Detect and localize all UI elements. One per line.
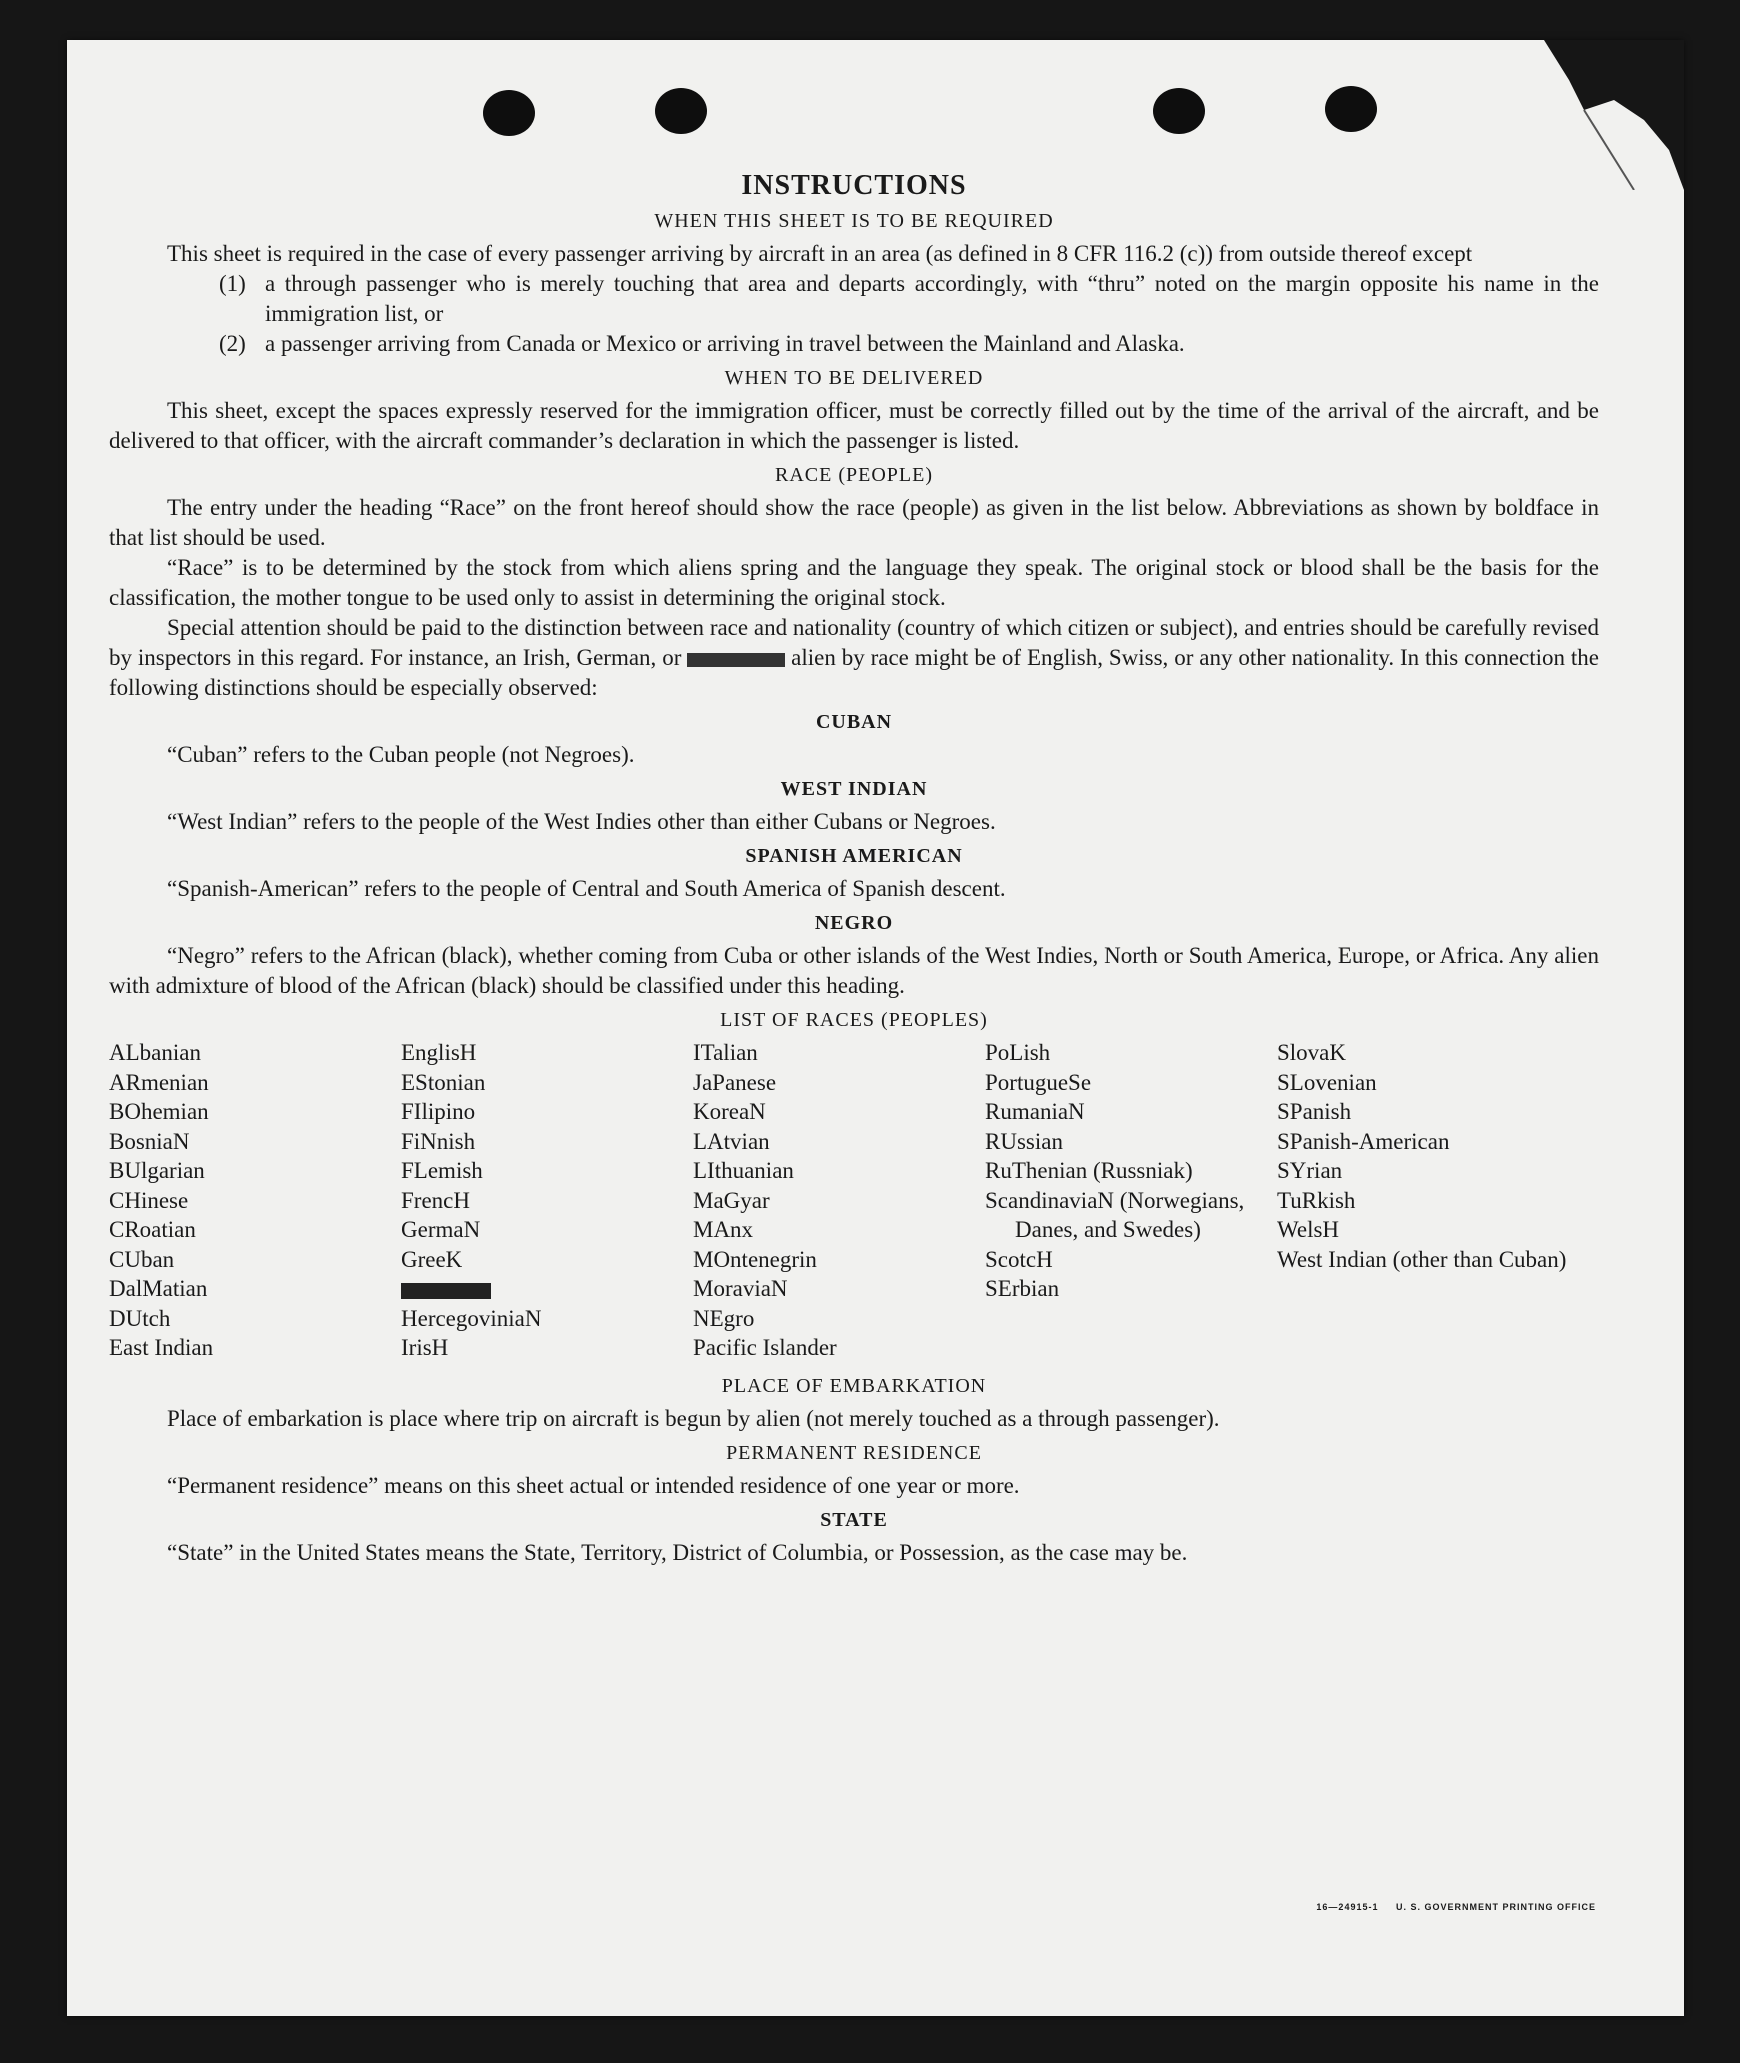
- document-sheet: [67, 40, 1684, 2016]
- heading-cuban: CUBAN: [815, 711, 893, 733]
- race-entry: SlovaK: [1277, 1040, 1346, 1065]
- page-title: INSTRUCTIONS: [741, 170, 967, 201]
- heading-spanish-american: SPANISH AMERICAN: [745, 845, 963, 867]
- race-entry: KoreaN: [693, 1099, 766, 1124]
- exception-text: a passenger arriving from Canada or Mexico or arriving in travel between the Mainland and Alaska.: [265, 331, 1185, 356]
- negro-text: “Negro” refers to the African (black), whether coming from Cuba or other islands of the West Indies, North or South America, Europe, or Africa. Any alien with admixture of blood of the African (black) should be classified under this heading.: [109, 943, 1599, 998]
- heading-when-required: WHEN THIS SHEET IS TO BE REQUIRED: [654, 210, 1054, 232]
- races-column-4: [985, 1038, 1277, 1363]
- race-paragraph-2: “Race” is to be determined by the stock from which aliens spring and the language they speak. The original stock or blood shall be the basis for the classification, the mother tongue to be used only to assist in determining the original stock.: [109, 555, 1599, 610]
- race-entry: CRoatian: [109, 1217, 196, 1242]
- race-entry: CUban: [109, 1246, 175, 1272]
- race-entry: MOntenegrin: [693, 1246, 817, 1272]
- race-entry: SPanish: [1277, 1099, 1352, 1124]
- race-entry: SPanish-American: [1277, 1128, 1450, 1154]
- state-text: “State” in the United States means the State, Territory, District of Columbia, or Possession, as the case may be.: [167, 1539, 1188, 1565]
- race-entry: ScandinaviaN (Norwegians, Danes, and Swedes): [985, 1187, 1245, 1242]
- race-entry: MaGyar: [693, 1187, 770, 1213]
- race-entry: PoLish: [985, 1040, 1051, 1065]
- race-entry: EStonian: [401, 1069, 486, 1095]
- heading-when-delivered: WHEN TO BE DELIVERED: [724, 367, 984, 389]
- race-entry: ITalian: [693, 1040, 758, 1065]
- race-entry: Pacific Islander: [693, 1335, 837, 1360]
- heading-list-of-races: LIST OF RACES (PEOPLES): [720, 1009, 988, 1031]
- race-entry: DUtch: [109, 1305, 171, 1331]
- exception-text: a through passenger who is merely touching that area and departs accordingly, with “thru” noted on the margin opposite his name in the immigration list, or: [265, 271, 1599, 326]
- race-paragraph-3b: alien by race might be of English, Swiss, or any other nationality. In this connection the following distinctions should be especially observed:: [109, 645, 1600, 700]
- race-entry: SYrian: [1277, 1158, 1343, 1183]
- race-entry: FIlipino: [401, 1099, 476, 1124]
- form-code: 16—24915-1: [1316, 1902, 1379, 1912]
- race-entry: EnglisH: [401, 1040, 477, 1065]
- instructions-body: [109, 170, 1599, 1568]
- race-entry: DalMatian: [109, 1276, 208, 1301]
- race-entry: CHinese: [109, 1187, 189, 1213]
- heading-west-indian: WEST INDIAN: [780, 778, 928, 800]
- exception-item-2: [219, 329, 1599, 359]
- when-required-intro: This sheet is required in the case of every passenger arriving by aircraft in an area (as defined in 8 CFR 116.2 (c)) from outside thereof except: [167, 241, 1473, 266]
- race-entry: MAnx: [693, 1217, 754, 1242]
- race-entry: GreeK: [401, 1246, 463, 1272]
- race-entry: LIthuanian: [693, 1158, 794, 1183]
- race-paragraph-3a: Special attention should be paid to the distinction between race and nationality (country of which citizen or subject), and entries should be carefully revised by inspectors in this regard. For instance, an Irish, German, or: [109, 615, 1599, 670]
- race-entry: TuRkish: [1277, 1187, 1356, 1213]
- race-entry: MoraviaN: [693, 1276, 788, 1301]
- heading-negro: NEGRO: [814, 912, 894, 934]
- race-entry: SLovenian: [1277, 1069, 1377, 1095]
- race-entry: BosniaN: [109, 1128, 190, 1154]
- race-paragraph-1: The entry under the heading “Race” on the front hereof should show the race (people) as given in the list below. Abbreviations as shown by boldface in that list should be used.: [109, 495, 1599, 550]
- when-delivered-text: This sheet, except the spaces expressly reserved for the immigration officer, must be correctly filled out by the time of the arrival of the aircraft, and be delivered to that officer, with the aircraft commander’s declaration in which the passenger is listed.: [109, 398, 1599, 453]
- punch-hole-3: [1153, 88, 1205, 134]
- race-entry: RuThenian (Russniak): [985, 1158, 1193, 1183]
- race-entry: HercegoviniaN: [401, 1305, 542, 1331]
- heading-embarkation: PLACE OF EMBARKATION: [721, 1374, 987, 1397]
- race-entry: FrencH: [401, 1187, 470, 1213]
- race-entry: ARmenian: [109, 1069, 209, 1095]
- printer-footer: [1316, 1902, 1596, 1912]
- exception-number: (1): [219, 271, 246, 296]
- race-entry: ALbanian: [109, 1040, 201, 1065]
- race-entry: BOhemian: [109, 1099, 209, 1124]
- races-column-3: [693, 1038, 985, 1363]
- race-entry: WelsH: [1277, 1217, 1340, 1242]
- races-column-2: [401, 1038, 693, 1363]
- exception-item-1: [219, 269, 1599, 329]
- punch-hole-4: [1325, 86, 1377, 132]
- races-list: [109, 1038, 1599, 1363]
- race-entry: IrisH: [401, 1335, 449, 1360]
- race-entry: JaPanese: [693, 1069, 777, 1095]
- embarkation-text: Place of embarkation is place where trip on aircraft is begun by alien (not merely touched as a through passenger).: [167, 1405, 1220, 1431]
- punch-hole-1: [483, 90, 535, 136]
- race-entry: PortugueSe: [985, 1069, 1092, 1095]
- west-indian-text: “West Indian” refers to the people of the West Indies other than either Cubans or Negroes.: [167, 809, 996, 834]
- race-entry: FiNnish: [401, 1128, 476, 1154]
- race-entry: RumaniaN: [985, 1099, 1085, 1124]
- race-entry: NEgro: [693, 1305, 755, 1331]
- redaction-mark: [401, 1283, 491, 1299]
- printer-name: U. S. GOVERNMENT PRINTING OFFICE: [1395, 1902, 1596, 1912]
- race-entry: RUssian: [985, 1128, 1063, 1154]
- cuban-text: “Cuban” refers to the Cuban people (not Negroes).: [167, 742, 635, 767]
- redaction-mark: [687, 653, 785, 667]
- spanish-american-text: “Spanish-American” refers to the people of Central and South America of Spanish descent.: [167, 876, 1006, 901]
- race-entry: East Indian: [109, 1335, 214, 1360]
- races-column-1: [109, 1038, 401, 1363]
- heading-permanent-residence: PERMANENT RESIDENCE: [726, 1441, 982, 1464]
- race-entry: West Indian (other than Cuban): [1277, 1246, 1567, 1272]
- race-paragraph-3: [109, 613, 1599, 703]
- punch-hole-2: [655, 88, 707, 134]
- race-entry: ScotcH: [985, 1246, 1053, 1272]
- heading-race: RACE (PEOPLE): [775, 464, 933, 486]
- heading-state: STATE: [820, 1508, 888, 1531]
- race-entry: GermaN: [401, 1217, 481, 1242]
- race-entry-redacted: [401, 1274, 693, 1304]
- race-entry: LAtvian: [693, 1128, 770, 1154]
- race-entry: SErbian: [985, 1276, 1060, 1301]
- torn-corner: [1434, 40, 1684, 190]
- exception-number: (2): [219, 331, 246, 356]
- race-entry: BUlgarian: [109, 1158, 205, 1183]
- race-entry: FLemish: [401, 1158, 483, 1183]
- races-column-5: [1277, 1038, 1569, 1363]
- residence-text: “Permanent residence” means on this sheet actual or intended residence of one year or more.: [167, 1472, 1020, 1498]
